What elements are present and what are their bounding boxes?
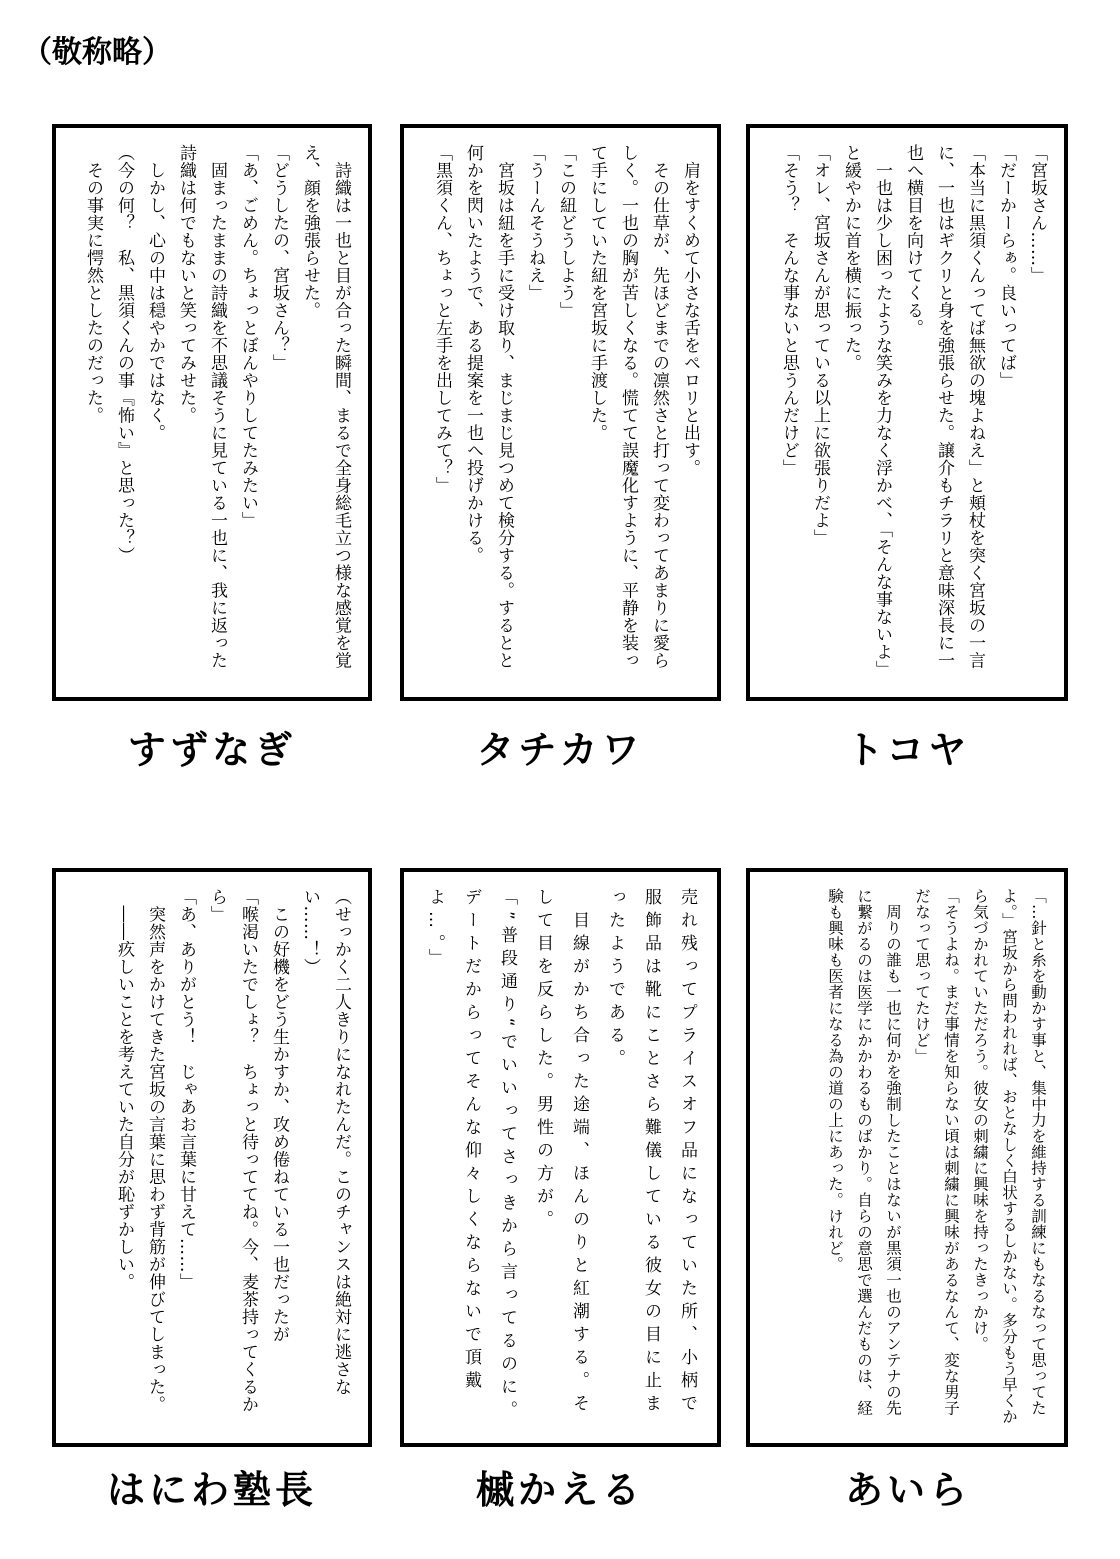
author-name: はにわ塾長: [106, 1468, 317, 1512]
paragraph: この好機をどう生かすか、攻め倦ねている一也だったが: [269, 888, 289, 1343]
author-name: タチカワ: [476, 728, 644, 772]
paragraph: ――疚しいことを考えていた自分が恥ずかしい。: [114, 888, 134, 1291]
panel-text: [68, 144, 356, 685]
text-panel-haniwa: [52, 868, 372, 1447]
author-name: あいら: [844, 1468, 971, 1512]
page-header-note: （敬称略）: [22, 35, 172, 70]
paragraph: 売れ残ってプライスオフ品になっていた所、小柄で服飾品は靴にことさら難儀している彼女の目に止まったようである。: [605, 888, 697, 1417]
paragraph: 周りの誰も一也に何かを強制したことはないが黒須一也のアンテナの先に繋がるのは医学にかかわるものばかり。自らの意思で選んだものは、経験も興味も医者になる為の道の上にあった。けれど。: [826, 888, 902, 1416]
paragraph: その仕草が、先ほどまでの凛然さと打って変わってあまりに愛らしく。一也の胸が苦しくなる。慌てて誤魔化すように、平静を装って手にしていた紐を宮坂に手渡した。: [587, 144, 669, 669]
paragraph: 「黒須くん、ちょっと左手を出してみて？」: [432, 144, 452, 494]
text-panel-kaede: [400, 868, 721, 1447]
paragraph: 「あ、ごめん。ちょっとぼんやりしてたみたい」: [238, 144, 258, 529]
text-panel-tokoya: [746, 124, 1068, 701]
author-name: すずなぎ: [127, 728, 297, 772]
paragraph: （今の何？ 私、黒須くんの事『怖い』と思った？）: [114, 144, 134, 564]
panel-text: [762, 888, 1052, 1431]
text-panel-aira: [746, 868, 1068, 1447]
paragraph: 「オレ、宮坂さんが思っている以上に欲張りだよ」: [810, 144, 830, 547]
paragraph: （せっかく二人きりになれたんだ。このチャンスは絶対に逃さない……！）: [300, 888, 351, 1396]
paragraph: 「あ、ありがとう！ じゃあお言葉に甘えて……」: [176, 888, 196, 1291]
paragraph: しかし、心の中は穏やかではなく。: [145, 144, 165, 442]
paragraph: 「うーんそうねえ」: [525, 144, 545, 302]
paragraph: 一也は少し困ったような笑みを力なく浮かべ、「そんな事ないよ」と緩やかに首を横に振った。: [841, 144, 892, 678]
paragraph: 「…針と糸を動かす事と、集中力を維持する訓練にもなるなって思ってたよ。」宮坂から問われれば、おとなしく白状するしかない。多分もう早くから気づかれていただろう。彼女の刺繍に興味を持ったきっかけ。: [971, 888, 1047, 1425]
paragraph: 「どうしたの、宮坂さん？」: [269, 144, 289, 372]
paragraph: 「”普段通り“でいいってさっきから言ってるのに。デートだからってそんな仰々しくならないで頂戴よ…。」: [425, 888, 517, 1424]
paragraph: その事実に愕然としたのだった。: [83, 144, 103, 424]
paragraph: 肩をすくめて小さな舌をペロリと出す。: [680, 144, 700, 477]
paragraph: 突然声をかけてきた宮坂の言葉に思わず背筋が伸びてしまった。: [145, 888, 165, 1413]
paragraph: 「そうよね。まだ事情を知らない頃は刺繍に興味があるなんて、変な男子だなって思ってたけど」: [913, 888, 960, 1416]
author-name: 槭かえる: [475, 1468, 644, 1512]
text-panel-tachikawa: [400, 124, 721, 701]
panel-text: [416, 888, 705, 1431]
paragraph: 宮坂は紐を手に受け取り、まじまじ見つめて検分する。するとと何かを閃いたようで、ある提案を一也へ投げかける。: [463, 144, 514, 669]
paragraph: 「本当に黒須くんってば無欲の塊よねえ」と頬杖を突く宮坂の一言に、一也はギクリと身を強張らせた。譲介もチラリと意味深長に一也へ横目を向けてくる。: [903, 144, 985, 669]
author-name: トコヤ: [845, 728, 971, 772]
paragraph: 「そう？ そんな事ないと思うんだけど」: [779, 144, 799, 477]
panel-text: [416, 144, 705, 685]
paragraph: 固まったままの詩織を不思議そうに見ている一也に、我に返った詩織は何でもないと笑ってみせた。: [176, 144, 227, 669]
panel-text: [762, 144, 1052, 685]
paragraph: 「この紐どうしよう」: [556, 144, 576, 319]
paragraph: 「宮坂さん……」: [1027, 144, 1047, 284]
paragraph: 「喉渇いたでしょ？ ちょっと待っててね。今、麦茶持ってくるから」: [207, 888, 258, 1413]
panel-text: [68, 888, 356, 1431]
text-panel-suzunagi: [52, 124, 372, 701]
paragraph: 目線がかち合った途端、ほんのりと紅潮する。そして目を反らした。男性の方が。: [533, 888, 589, 1417]
paragraph: 「だーかーらぁ。良いってば」: [996, 144, 1016, 389]
paragraph: 詩織は一也と目が合った瞬間、まるで全身総毛立つ様な感覚を覚え、顔を強張らせた。: [300, 144, 351, 669]
